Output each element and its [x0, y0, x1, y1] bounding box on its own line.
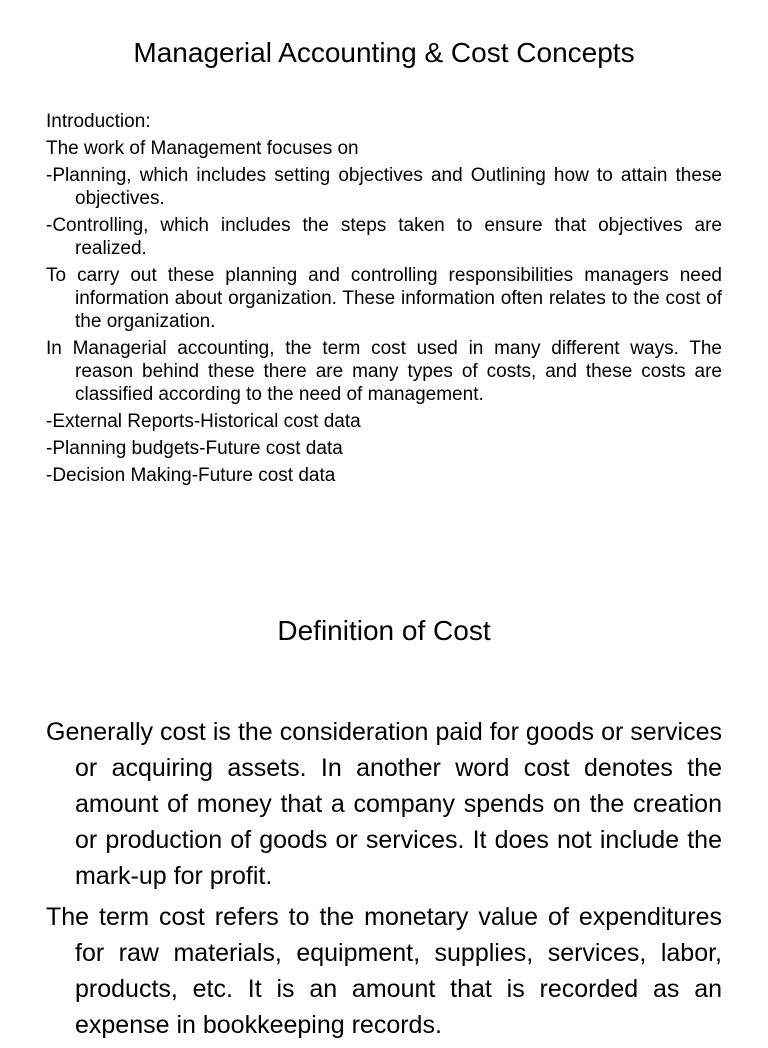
definition-content: [46, 714, 722, 1048]
definition-paragraph-2: The term cost refers to the monetary value of expenditures for raw materials, equipment, supplies, services, labor, products, etc. It is an amount that is recorded as an expense in bookkeeping records.: [46, 903, 722, 1039]
intro-paragraph: The work of Management focuses on: [46, 138, 359, 159]
external-reports-item: -External Reports-Historical cost data: [46, 411, 361, 432]
intro-heading: Introduction:: [46, 111, 151, 132]
definition-paragraph-1: Generally cost is the consideration paid for goods or services or acquiring assets. In another word cost denotes the amount of money that a company spends on the creation or production of goods or services. It does not include the mark-up for profit.: [46, 718, 722, 890]
slide-title-definition-of-cost: Definition of Cost: [277, 615, 491, 646]
slide-title-managerial-accounting: Managerial Accounting & Cost Concepts: [133, 37, 635, 68]
responsibilities-paragraph: To carry out these planning and controlling responsibilities managers need information about organization. These information often relates to the cost of the organization.: [46, 265, 722, 332]
planning-budgets-item: -Planning budgets-Future cost data: [46, 438, 343, 459]
introduction-content: [46, 110, 722, 491]
cost-usage-paragraph: In Managerial accounting, the term cost used in many different ways. The reason behind these there are many types of costs, and these costs are classified according to the need of management.: [46, 338, 722, 405]
planning-item: -Planning, which includes setting objectives and Outlining how to attain these objectives.: [46, 165, 722, 209]
controlling-item: -Controlling, which includes the steps taken to ensure that objectives are realized.: [46, 215, 722, 259]
decision-making-item: -Decision Making-Future cost data: [46, 465, 336, 486]
